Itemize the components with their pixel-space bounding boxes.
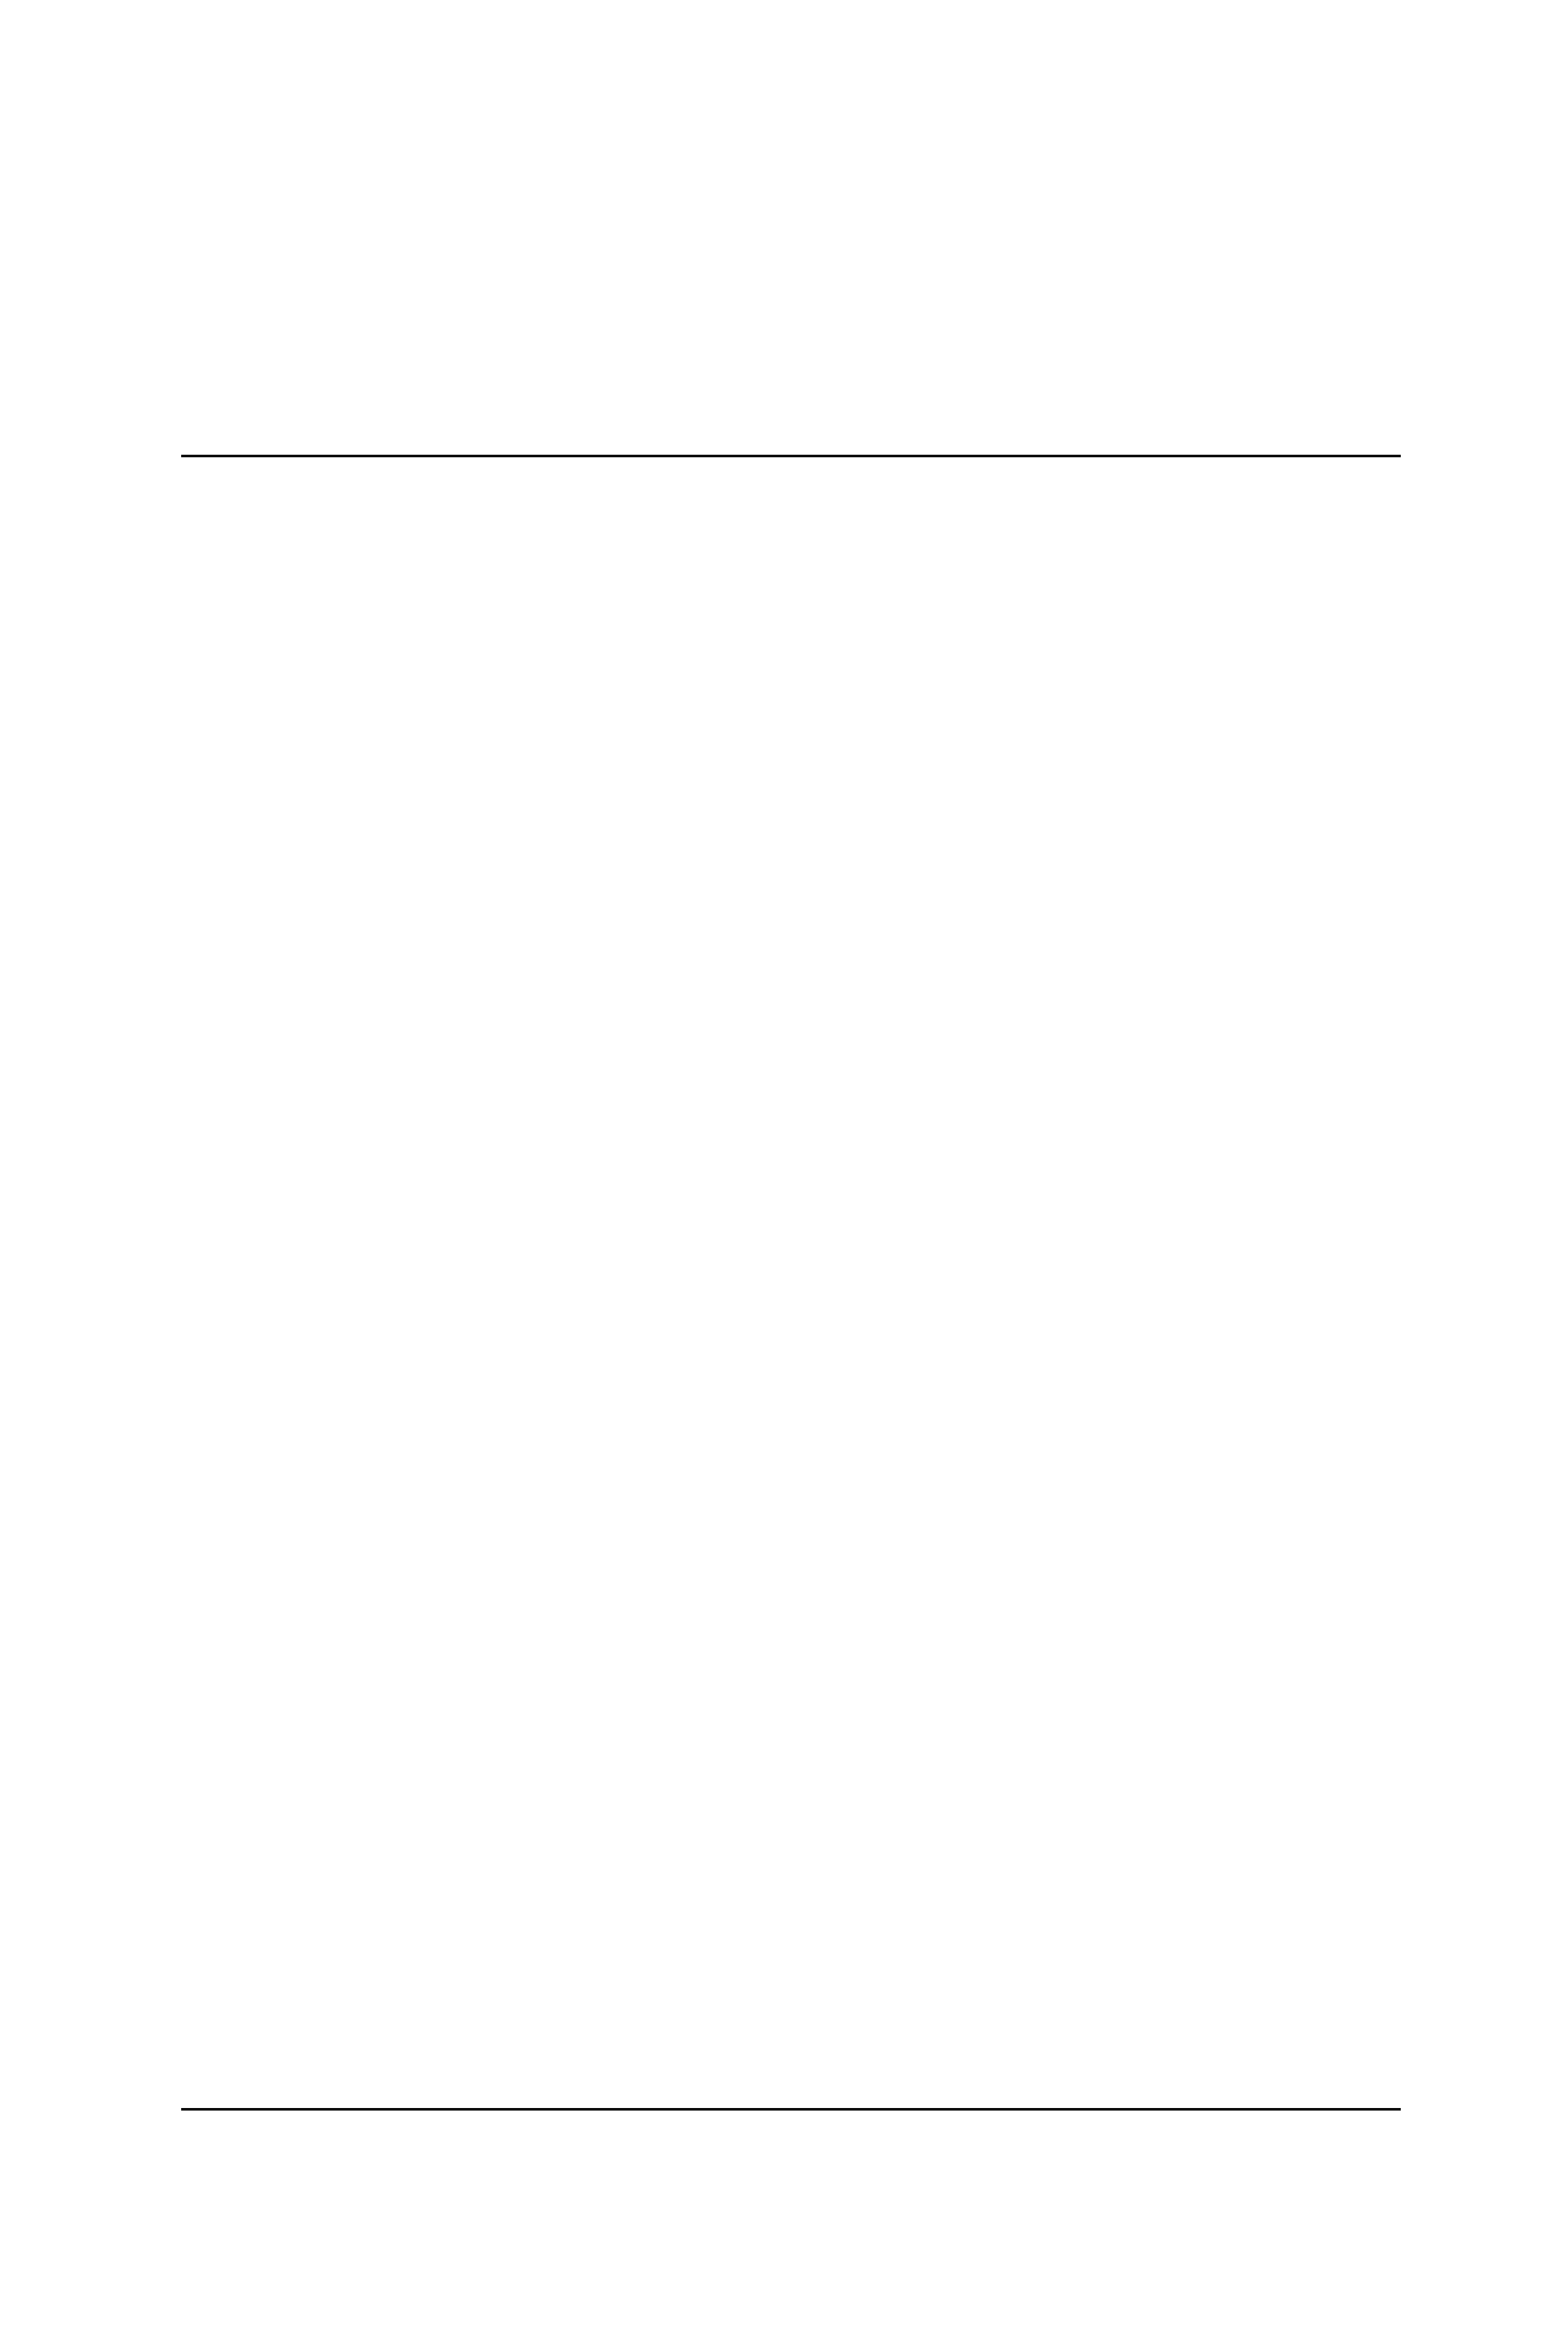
- chapter-row[interactable]: [0, 642, 1568, 686]
- author-row: [0, 686, 1568, 729]
- heading-divider: [181, 455, 1401, 457]
- footer-divider: [181, 2108, 1401, 2111]
